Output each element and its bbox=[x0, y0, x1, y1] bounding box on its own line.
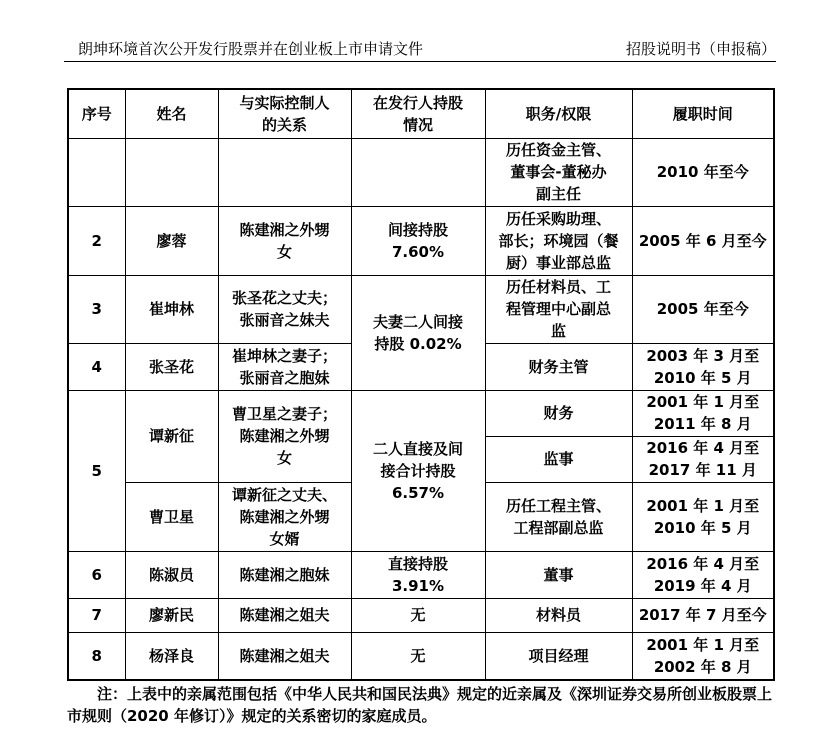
cell-no: 7 bbox=[68, 598, 125, 632]
table-header-row bbox=[68, 89, 774, 138]
cell-position: 监事 bbox=[485, 436, 632, 482]
table-row bbox=[68, 632, 774, 680]
cell-position: 项目经理 bbox=[485, 632, 632, 680]
header-document-type: 招股说明书（申报稿） bbox=[625, 40, 776, 58]
header-no: 序号 bbox=[68, 89, 125, 138]
table-row bbox=[68, 275, 774, 343]
cell-holding bbox=[351, 138, 485, 206]
cell-position: 历任采购助理、 部长；环境园（餐 厨）事业部总监 bbox=[485, 206, 632, 275]
cell-no: 8 bbox=[68, 632, 125, 680]
header-tenure: 履职时间 bbox=[632, 89, 774, 138]
cell-holding: 夫妻二人间接 持股 0.02% bbox=[351, 275, 485, 390]
table-row bbox=[68, 138, 774, 206]
cell-name: 廖蓉 bbox=[125, 206, 218, 275]
cell-name: 廖新民 bbox=[125, 598, 218, 632]
cell-tenure: 2001 年 1 月至 2011 年 8 月 bbox=[632, 390, 774, 436]
cell-tenure: 2001 年 1 月至 2010 年 5 月 bbox=[632, 482, 774, 551]
cell-no: 5 bbox=[68, 390, 125, 551]
header-position: 职务/权限 bbox=[485, 89, 632, 138]
cell-tenure: 2005 年 6 月至今 bbox=[632, 206, 774, 275]
cell-name bbox=[125, 138, 218, 206]
table-row bbox=[68, 598, 774, 632]
cell-no bbox=[68, 138, 125, 206]
cell-holding: 直接持股 3.91% bbox=[351, 551, 485, 598]
cell-relation: 张圣花之丈夫； 张丽音之妹夫 bbox=[218, 275, 351, 343]
cell-position: 历任材料员、工 程管理中心副总 监 bbox=[485, 275, 632, 343]
cell-holding: 间接持股 7.60% bbox=[351, 206, 485, 275]
header-document-title: 朗坤环境首次公开发行股票并在创业板上市申请文件 bbox=[78, 40, 424, 58]
cell-no: 2 bbox=[68, 206, 125, 275]
cell-relation: 陈建湘之姐夫 bbox=[218, 598, 351, 632]
cell-position: 财务主管 bbox=[485, 343, 632, 390]
header-relation: 与实际控制人 的关系 bbox=[218, 89, 351, 138]
cell-tenure: 2016 年 4 月至 2019 年 4 月 bbox=[632, 551, 774, 598]
cell-name: 张圣花 bbox=[125, 343, 218, 390]
cell-holding: 二人直接及间 接合计持股 6.57% bbox=[351, 390, 485, 551]
cell-relation: 陈建湘之外甥 女 bbox=[218, 206, 351, 275]
cell-name: 谭新征 bbox=[125, 390, 218, 482]
cell-position: 历任工程主管、 工程部副总监 bbox=[485, 482, 632, 551]
cell-relation: 曹卫星之妻子； 陈建湘之外甥 女 bbox=[218, 390, 351, 482]
cell-position: 历任资金主管、 董事会-董秘办 副主任 bbox=[485, 138, 632, 206]
cell-tenure: 2010 年至今 bbox=[632, 138, 774, 206]
cell-position: 董事 bbox=[485, 551, 632, 598]
cell-position: 材料员 bbox=[485, 598, 632, 632]
cell-tenure: 2005 年至今 bbox=[632, 275, 774, 343]
cell-name: 杨泽良 bbox=[125, 632, 218, 680]
table-row bbox=[68, 551, 774, 598]
cell-tenure: 2003 年 3 月至 2010 年 5 月 bbox=[632, 343, 774, 390]
cell-tenure: 2001 年 1 月至 2002 年 8 月 bbox=[632, 632, 774, 680]
cell-no: 4 bbox=[68, 343, 125, 390]
table-footnote: 注：上表中的亲属范围包括《中华人民共和国民法典》规定的近亲属及《深圳证券交易所创业板股票上市规则（2020 年修订）》规定的关系密切的家庭成员。 bbox=[67, 685, 773, 725]
cell-tenure: 2016 年 4 月至 2017 年 11 月 bbox=[632, 436, 774, 482]
cell-relation: 陈建湘之胞妹 bbox=[218, 551, 351, 598]
header-divider bbox=[64, 61, 776, 62]
header-holding: 在发行人持股 情况 bbox=[351, 89, 485, 138]
cell-position: 财务 bbox=[485, 390, 632, 436]
cell-relation: 陈建湘之姐夫 bbox=[218, 632, 351, 680]
page-header bbox=[78, 38, 776, 62]
table-row bbox=[68, 390, 774, 436]
cell-tenure: 2017 年 7 月至今 bbox=[632, 598, 774, 632]
table-row bbox=[68, 206, 774, 275]
cell-relation: 崔坤林之妻子； 张丽音之胞妹 bbox=[218, 343, 351, 390]
cell-name: 陈淑员 bbox=[125, 551, 218, 598]
cell-name: 崔坤林 bbox=[125, 275, 218, 343]
cell-holding: 无 bbox=[351, 598, 485, 632]
header-name: 姓名 bbox=[125, 89, 218, 138]
cell-holding: 无 bbox=[351, 632, 485, 680]
cell-relation bbox=[218, 138, 351, 206]
cell-relation: 谭新征之丈夫、 陈建湘之外甥 女婿 bbox=[218, 482, 351, 551]
cell-name: 曹卫星 bbox=[125, 482, 218, 551]
cell-no: 6 bbox=[68, 551, 125, 598]
relatives-table bbox=[67, 88, 775, 681]
cell-no: 3 bbox=[68, 275, 125, 343]
